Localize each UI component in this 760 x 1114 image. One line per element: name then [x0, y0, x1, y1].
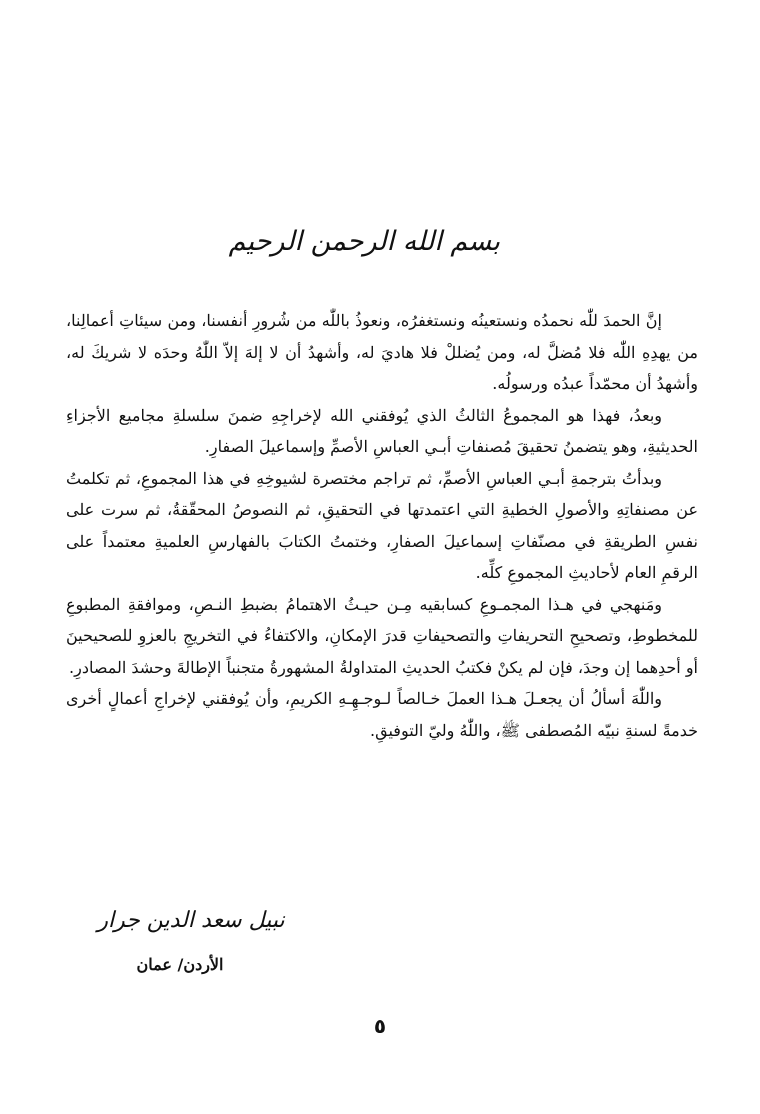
- basmala-calligraphy: بسم الله الرحمن الرحيم: [228, 226, 500, 257]
- page-number: ٥: [373, 1014, 387, 1038]
- paragraph: ومَنهجي في هـذا المجمـوعِ كسابقيه مِـن حيـثُ الاهتمامُ بضبطِ النـصِ، وموافقةِ المطبوعِ للمخطوطِ، وتصحيحِ التحريفاتِ والتصحيفاتِ قدرَ الإمكانِ، والاكتفاءُ في التخريجِ بالعزوِ للصحيحينَ أو أحدِهما إن وجدَ، فإن لم يكنْ فكتبُ الحديثِ المتداولةُ المشهورةُ متجنباً الإطالةَ وحشدَ المصادرِ.: [66, 594, 698, 677]
- paragraph: إنَّ الحمدَ للّٰه نحمدُه ونستعينُه ونستغفرُه، ونعوذُ باللّٰه من شُرورِ أنفسنا، ومن سيئاتِ أعمالِنا، من يهدِهِ اللّٰه فلا مُضلَّ له، ومن يُضللْ فلا هاديَ له، وأشهدُ أن لا إلهَ إلاّ اللّٰهُ وحدَه لا شريكَ له، وأشهدُ أن محمّداً عبدُه ورسولُه.: [66, 311, 698, 393]
- author-location: الأردن/ عمان: [136, 955, 224, 974]
- author-signature: نبيل سعد الدين جرار: [97, 908, 285, 933]
- introduction-text: [66, 305, 698, 746]
- paragraph: وبعدُ، فهذا هو المجموعُ الثالثُ الذي يُوفقني الله لإخراجِهِ ضمنَ سلسلةِ مجاميع الأجزاءِ الحديثيةِ، وهو يتضمنُ تحقيقَ مُصنفاتِ أبـي العباسِ الأصمِّ وإسماعيلَ الصفارِ.: [66, 405, 698, 456]
- paragraph: واللّٰهَ أسألُ أن يجعـلَ هـذا العملَ خـالصاً لـوجـهِـهِ الكريمِ، وأن يُوفقني لإخراجِ أعمالٍ أخرى خدمةً لسنةِ نبيّه المُصطفى ﷺ، واللّٰهُ وليّ التوفيقِ.: [66, 689, 698, 740]
- paragraph: وبدأتُ بترجمةِ أبـي العباسِ الأصمِّ، ثم تراجم مختصرة لشيوخِهِ في هذا المجموعِ، ثم تكلمتُ عن مصنفاتِهِ والأصولِ الخطيةِ التي اعتمدتها في التحقيقِ، ثم النصوصُ المحقّقةُ، ثم سرت على نفسِ الطريقةِ في مصنّفاتِ إسماعيلَ الصفارِ، وختمتُ الكتابَ بالفهارسِ العلميةِ معتمداً على الرقمِ العام لأحاديثِ المجموعِ كلِّه.: [66, 468, 698, 582]
